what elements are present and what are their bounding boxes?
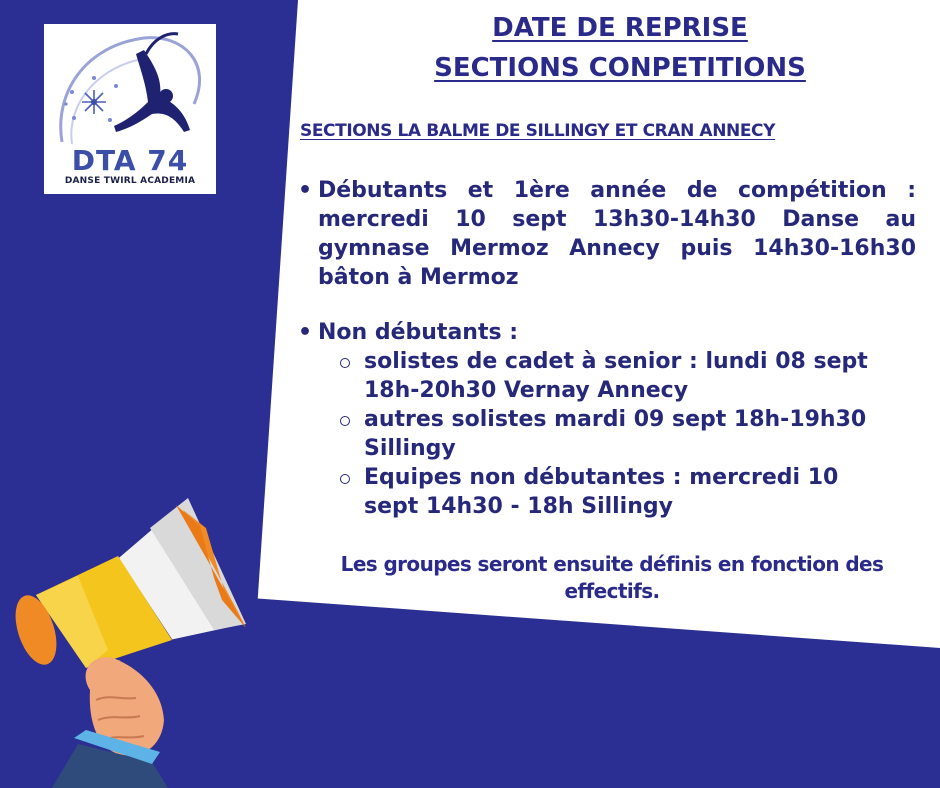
bullet-item-non-beginners bbox=[298, 318, 916, 347]
footer-line-1: Les groupes seront ensuite définis en fonction des bbox=[340, 552, 884, 576]
bullet-item-text: Débutants et 1ère année de compétition : mercredi 10 sept 13h30-14h30 Danse au gymnase Mermoz Annecy puis 14h30-16h30 bâton à Mermoz bbox=[318, 178, 916, 290]
sub-item-line: solistes de cadet à senior : lundi 08 sept bbox=[364, 349, 868, 374]
circle-outline-icon bbox=[340, 358, 350, 368]
bullet-item-text: Non débutants : bbox=[318, 320, 519, 345]
sub-item-line: Equipes non débutantes : mercredi 10 bbox=[364, 465, 839, 490]
sub-item-teams bbox=[340, 463, 920, 521]
sub-item-line: 18h-20h30 Vernay Annecy bbox=[364, 378, 689, 403]
bottom-navy-panel bbox=[190, 595, 940, 788]
sub-item-other-soloists bbox=[340, 405, 920, 463]
circle-outline-icon bbox=[340, 474, 350, 484]
sub-item-soloists-senior bbox=[340, 347, 920, 405]
sub-item-line: sept 14h30 - 18h Sillingy bbox=[364, 494, 673, 519]
logo-subtitle: DANSE TWIRL ACADEMIA bbox=[64, 176, 196, 186]
circle-outline-icon bbox=[340, 416, 350, 426]
megaphone-icon bbox=[0, 470, 260, 788]
sub-item-text bbox=[364, 347, 920, 405]
footer-note bbox=[296, 551, 928, 605]
logo-title: DTA 74 bbox=[71, 144, 189, 177]
sub-item-line: Sillingy bbox=[364, 436, 456, 461]
twirl-dancer-icon bbox=[44, 24, 216, 149]
sections-title: SECTIONS LA BALME DE SILLINGY ET CRAN ANNECY bbox=[300, 121, 776, 141]
sub-item-text bbox=[364, 405, 920, 463]
footer-line-2: effectifs. bbox=[564, 579, 660, 603]
bullet-dot-icon: • bbox=[298, 320, 313, 345]
page-heading bbox=[370, 8, 870, 88]
bullet-item-beginners bbox=[298, 176, 916, 292]
logo-card bbox=[44, 24, 216, 194]
sub-item-text bbox=[364, 463, 920, 521]
heading-line-2: SECTIONS CONPETITIONS bbox=[434, 53, 806, 83]
bullet-dot-icon: • bbox=[298, 178, 313, 203]
sub-item-line: autres solistes mardi 09 sept 18h-19h30 bbox=[364, 407, 867, 432]
heading-line-1: DATE DE REPRISE bbox=[492, 13, 748, 43]
